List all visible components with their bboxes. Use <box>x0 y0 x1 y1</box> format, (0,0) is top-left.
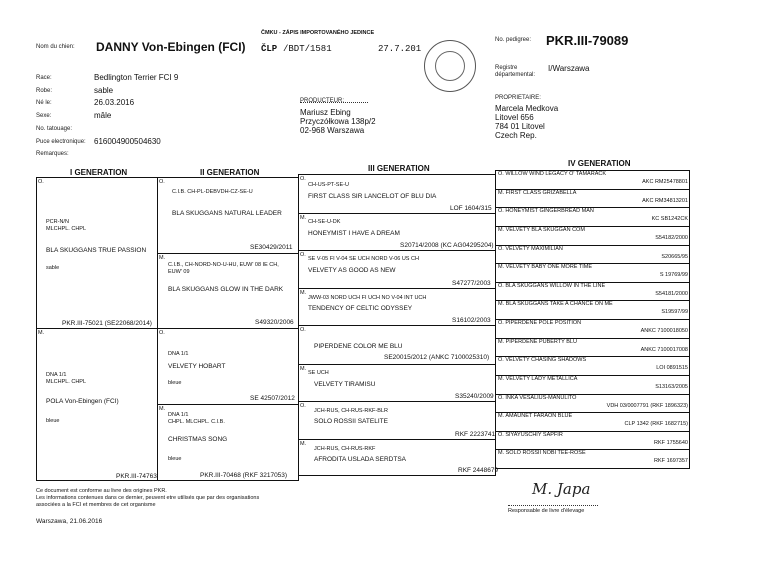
dam-gp1-color: bleue <box>168 380 182 386</box>
race-value: Bedlington Terrier FCI 9 <box>94 73 179 82</box>
sire-gp1-sex: O. <box>159 179 165 185</box>
dog-name: DANNY Von-Ebingen (FCI) <box>96 40 246 54</box>
gen4-name-3: O. HONEYMIST GINGERBREAD MAN <box>498 208 594 214</box>
round-stamp-inner <box>435 51 465 81</box>
gen4-reg-9: ANKC 7100018050 <box>640 328 688 334</box>
owner-name: Marcela Medkova <box>495 104 559 113</box>
ggp-8-name: AFRODITA USLADA SERDTSA <box>314 456 406 463</box>
ggp-7-name: SOLO ROSSII SATELITE <box>314 418 388 425</box>
born-value: 26.03.2016 <box>94 98 135 107</box>
dam-gp2-titles: DNA 1/1 CHPL. MLCHPL. C.I.B. <box>168 412 225 425</box>
gen4-reg-3: KC SB1242CK <box>651 216 688 222</box>
ggp-3-titles: SE V-05 FI V-04 SE UCH NORD V-06 US CH <box>308 256 419 262</box>
dam-titles: DNA 1/1 MLCHPL. CHPL <box>46 372 87 385</box>
owner-country: Czech Rep. <box>495 131 537 140</box>
ggp-7-titles: JCH-RUS, CH-RUS-RKF-BLR <box>314 408 388 414</box>
producer-label: PRODUCTEUR: <box>300 98 345 104</box>
footer-line-3: associées a la FCI et membres de cet organisme <box>36 502 156 508</box>
dog-name-label: Nom du chien: <box>36 44 75 50</box>
dam-color: bleue <box>46 418 60 424</box>
gen4-name-6: M. VELVETY BABY ONE MORE TIME <box>498 264 593 270</box>
sire-gp2-reg: S49320/2006 <box>255 319 294 326</box>
sire-name: BLA SKUGGANS TRUE PASSION <box>46 247 147 254</box>
ggp-1-reg: LOF 1604/315 <box>450 205 492 212</box>
born-label: Né le: <box>36 100 52 106</box>
gen4-reg-7: S54181/2000 <box>655 291 688 297</box>
dam-gp1-name: VELVETY HOBART <box>168 363 226 370</box>
ggp-2-reg: S20714/2008 (KC AG04295204) <box>400 242 494 249</box>
ggp-3-reg: S47277/2003 <box>452 280 491 287</box>
import-stamp-date: 27.7.201 <box>378 44 422 54</box>
ggp-2-titles: CH-SE-U-DK <box>308 219 341 225</box>
ggp-6-sex: M. <box>300 366 307 372</box>
sire-sex: O. <box>38 179 44 185</box>
tattoo-label: No. tatouage: <box>36 126 73 132</box>
producer-underline <box>300 102 368 103</box>
gen4-name-8: M. BLA SKUGGANS TAKE A CHANCE ON ME <box>498 301 613 307</box>
remarks-label: Remarques: <box>36 151 69 157</box>
dam-gp1-sex: O. <box>159 330 165 336</box>
sex-label: Sexe: <box>36 113 52 119</box>
ggp-6-titles: SE UCH <box>308 370 329 376</box>
owner-label: PROPRIETAIRE: <box>495 95 541 101</box>
gen4-name-9: O. PIPERDENE POLE POSITION <box>498 320 582 326</box>
footer-line-1: Ce document est conforme au livre des origines PKR. <box>36 488 167 494</box>
gen4-name-1: O. WILLOW WIND LEGACY O' TAMARACK <box>498 171 607 177</box>
sire-color: sable <box>46 265 60 271</box>
ggp-7-sex: O. <box>300 403 306 409</box>
gen4-name-13: O. INKA VESALIUS-MANULITO <box>498 395 577 401</box>
ggp-5-name: PIPERDENE COLOR ME BLU <box>314 343 403 350</box>
ggp-4-sex: M. <box>300 290 307 296</box>
signature-line <box>508 505 598 506</box>
robe-value: sable <box>94 86 114 95</box>
gen-1-heading: I GENERATION <box>70 168 128 177</box>
ggp-3-sex: O. <box>300 252 306 258</box>
round-stamp <box>424 40 476 92</box>
gen4-name-2: M. FIRST CLASS GRIZABELLA <box>498 190 577 196</box>
sire-reg: PKR.III-75021 (SE22068/2014) <box>62 320 152 327</box>
ggp-1-sex: O. <box>300 176 306 182</box>
sire-gp1-reg: SE30429/2011 <box>250 244 293 251</box>
gen4-reg-1: AKC RM25478801 <box>642 179 688 185</box>
ggp-2-sex: M. <box>300 215 307 221</box>
place-date: Warszawa, 21.06.2016 <box>36 518 103 525</box>
ggp-8-sex: M. <box>300 441 307 447</box>
gen4-reg-6: S 19769/99 <box>659 272 688 278</box>
gen4-reg-2: AKC RM34813201 <box>642 198 688 204</box>
responsible-label: Responsable de livre d'élevage <box>508 508 585 514</box>
gen-2-heading: II GENERATION <box>200 168 260 177</box>
sire-gp2-sex: M. <box>159 255 166 261</box>
chip-value: 616004900504630 <box>94 137 161 146</box>
gen4-name-7: O. BLA SKUGGANS WILLOW IN THE LINE <box>498 283 606 289</box>
gen4-reg-14: CLP 1342 (RKF 1682715) <box>624 421 688 427</box>
gen4-reg-5: S20665/95 <box>661 254 688 260</box>
ggp-1-titles: CH-US-PT-SE-U <box>308 182 349 188</box>
gen4-name-10: M. PIPERDENE PUBERTY BLU <box>498 339 577 345</box>
gen4-reg-10: ANKC 7100017008 <box>640 347 688 353</box>
dam-name: POLA Von-Ebingen (FCI) <box>46 398 119 405</box>
race-label: Race: <box>36 75 52 81</box>
gen4-reg-15: RKF 1755640 <box>654 440 688 446</box>
sire-gp1-titles: C.I.B. CH-PL-DEBVDH-CZ-SE-U <box>172 189 253 195</box>
pedigree-label: No. pedigree: <box>495 37 532 43</box>
ggp-2-name: HONEYMIST I HAVE A DREAM <box>308 230 400 237</box>
signature: M. Japa <box>532 480 591 498</box>
gen4-name-5: O. VELVETY MAXIMILIAN <box>498 246 563 252</box>
sex-value: mâle <box>94 111 112 120</box>
ggp-8-reg: RKF 2448679 <box>458 467 499 474</box>
gen4-reg-11: LOI 0891515 <box>656 365 688 371</box>
ggp-3-name: VELVETY AS GOOD AS NEW <box>308 267 396 274</box>
dam-gp2-reg: PKR.III-70468 (RKF 3217053) <box>200 472 288 479</box>
dam-gp2-color: bleue <box>168 456 182 462</box>
sire-titles: PCR-N/N MLCHPL. CHPL <box>46 219 87 232</box>
dam-gp2-name: CHRISTMAS SONG <box>168 436 228 443</box>
dam-gp1-reg: SE 42507/2012 <box>250 395 295 402</box>
producer-street: Przyczółkowa 138p/2 <box>300 117 376 126</box>
chip-label: Puce electronique: <box>36 139 86 145</box>
gen4-name-16: M. SOLO ROSSII NOBI TEE-ROSE <box>498 450 586 456</box>
gen4-reg-12: S13163/2005 <box>655 384 688 390</box>
ggp-5-sex: O. <box>300 327 306 333</box>
gen4-name-11: O. VELVETY CHASING SHADOWS <box>498 357 587 363</box>
ggp-6-reg: S35240/2009 <box>455 393 494 400</box>
registry-label: Registre départemental: <box>495 65 536 78</box>
gen-4-heading: IV GENERATION <box>568 159 631 168</box>
gen4-name-14: M. AMAUNET FARAON BLUE <box>498 413 573 419</box>
gen4-name-15: O. SIYAYUSCHIY SAPFIR <box>498 432 563 438</box>
dam-gp1-titles: DNA 1/1 <box>168 351 189 357</box>
pedigree-number: PKR.III-79089 <box>546 33 629 48</box>
ggp-5-reg: SE20015/2012 (ANKC 7100025310) <box>384 354 490 361</box>
producer-name: Mariusz Ebing <box>300 108 351 117</box>
dam-sex: M. <box>38 330 45 336</box>
dam-reg: PKR.III-74763 <box>116 473 157 480</box>
gen4-reg-16: RKF 1697357 <box>654 458 688 464</box>
gen4-name-4: M. VELVETY BLA SKUGGAN COM <box>498 227 585 233</box>
ggp-6-name: VELVETY TIRAMISU <box>314 381 376 388</box>
import-stamp-title: ČMKU - ZÁPIS IMPORTOVANÉHO JEDINCE <box>261 30 375 36</box>
ggp-4-name: TENDENCY OF CELTIC ODYSSEY <box>308 305 413 312</box>
ggp-4-titles: JWW-03 NORD UCH FI UCH NO V-04 INT UCH <box>308 295 427 301</box>
import-stamp-prefix: ČLP <box>261 44 278 54</box>
owner-city: 784 01 Litovel <box>495 122 545 131</box>
ggp-4-reg: S16102/2003 <box>452 317 491 324</box>
dam-gp2-sex: M. <box>159 406 166 412</box>
robe-label: Robe: <box>36 88 53 94</box>
gen4-reg-4: S54182/2000 <box>655 235 688 241</box>
registry-value: I/Warszawa <box>548 64 590 73</box>
owner-street: Litovel 656 <box>495 113 534 122</box>
import-stamp-number: /BDT/1581 <box>283 44 332 54</box>
gen-3-heading: III GENERATION <box>368 164 430 173</box>
ggp-7-reg: RKF 2223741 <box>455 431 496 438</box>
sire-gp2-titles: C.I.B., CH-NORD-NO-U-HU, EUW' 08 IE CH, EUW' 09 <box>168 262 279 275</box>
gen4-reg-13: VDH 03/0007791 (RKF 1896323) <box>606 403 688 409</box>
gen4-reg-8: S19597/99 <box>661 309 688 315</box>
ggp-1-name: FIRST CLASS SIR LANCELOT OF BLU DIA <box>308 193 437 200</box>
producer-city: 02-968 Warszawa <box>300 126 365 135</box>
sire-gp1-name: BLA SKUGGANS NATURAL LEADER <box>172 210 282 217</box>
ggp-8-titles: JCH-RUS, CH-RUS-RKF <box>314 446 376 452</box>
sire-gp2-name: BLA SKUGGANS GLOW IN THE DARK <box>168 286 284 293</box>
footer-line-2: Les informations contenues dans ce dernier, peuvent etre utilisés que par des organisations <box>36 495 260 501</box>
gen4-name-12: M. VELVETY LADY METALLICA <box>498 376 578 382</box>
